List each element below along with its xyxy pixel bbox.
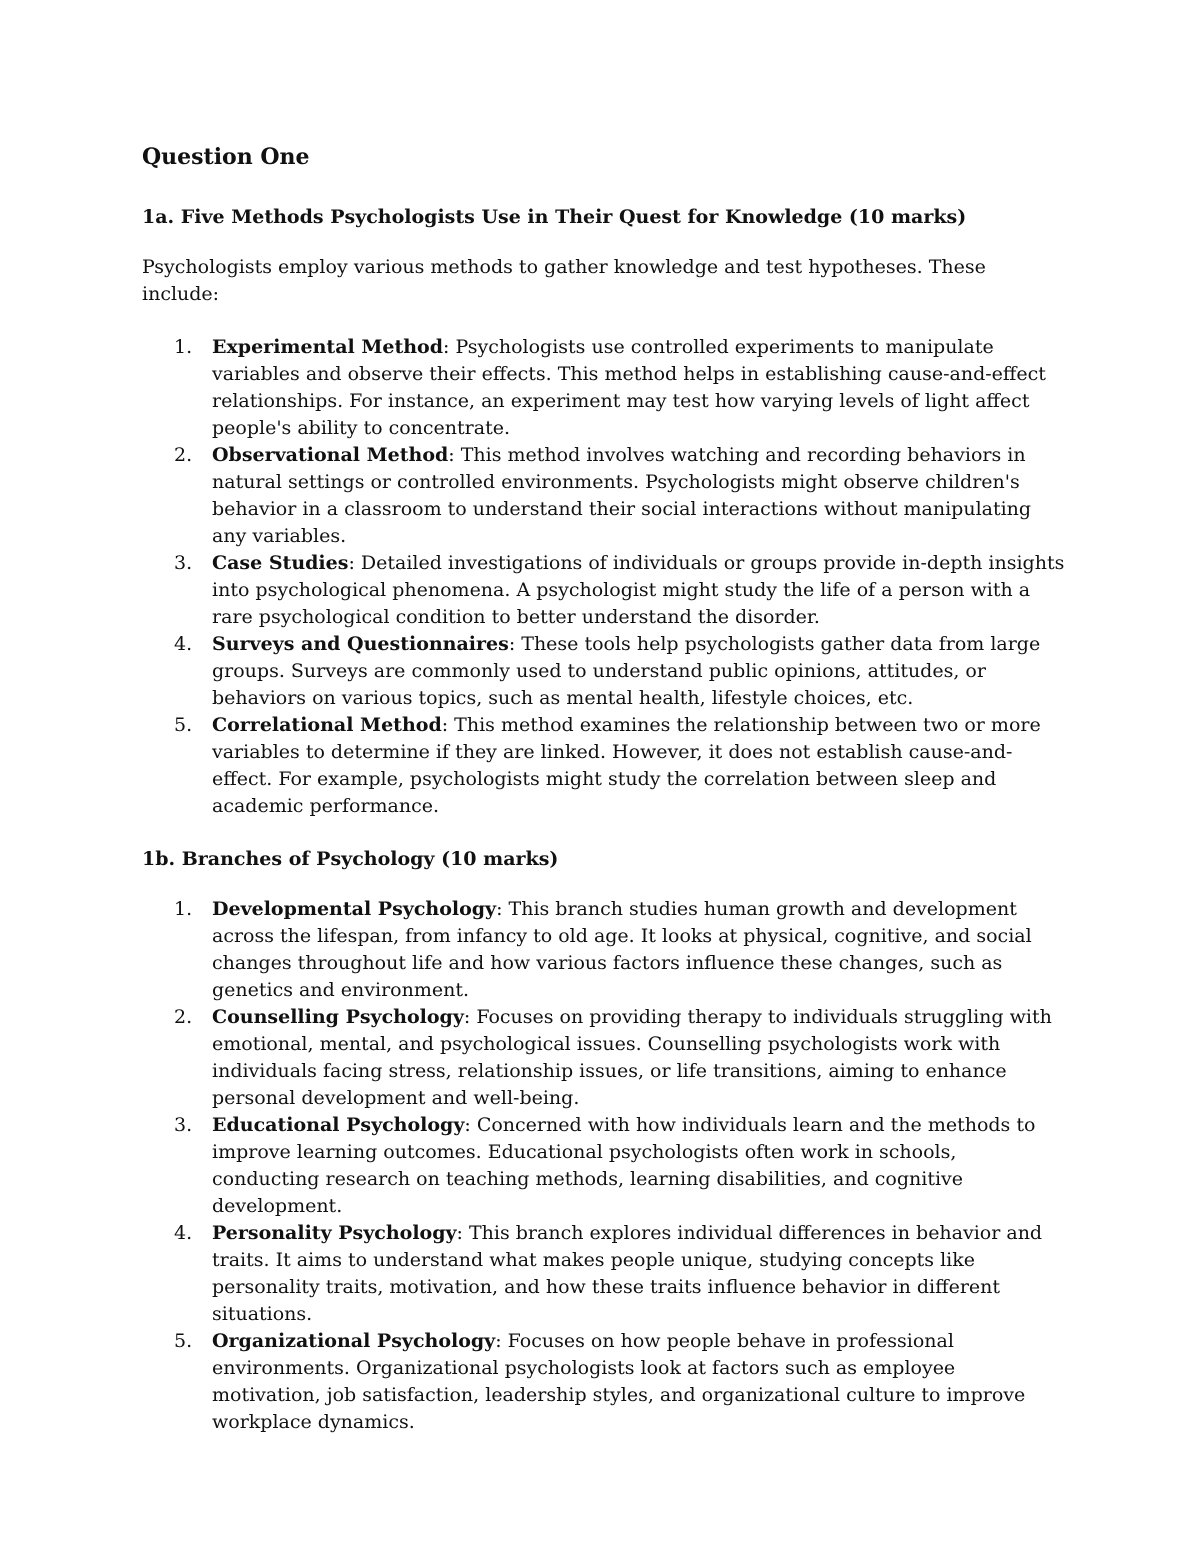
list-item [142, 896, 1067, 1004]
methods-list [142, 334, 1067, 820]
list-item [142, 550, 1067, 631]
branches-list [142, 896, 1067, 1436]
document-page [142, 140, 1067, 1460]
list-item [142, 631, 1067, 712]
item-number: 1. [174, 898, 193, 920]
item-number: 4. [174, 633, 193, 655]
item-number: 3. [174, 552, 193, 574]
item-text: : This branch studies human growth and development across the lifespan, from infancy to old age. It looks at physical, cognitive, and social changes throughout life and how various factors influence these changes, such as genetics and environment. [212, 898, 1032, 1001]
list-item [142, 1112, 1067, 1220]
item-text: : These tools help psychologists gather data from large groups. Surveys are commonly used to understand public opinions, attitudes, or behaviors on various topics, such as mental health, lifestyle choices, etc. [212, 633, 1041, 709]
list-item [142, 442, 1067, 550]
item-term: Counselling Psychology [212, 1006, 464, 1028]
list-item [142, 334, 1067, 442]
item-term: Experimental Method [212, 336, 444, 358]
item-number: 2. [174, 1006, 193, 1028]
item-term: Observational Method [212, 444, 449, 466]
item-number: 5. [174, 714, 193, 736]
section-a-intro: Psychologists employ various methods to gather knowledge and test hypotheses. These include: [142, 256, 986, 305]
item-number: 3. [174, 1114, 193, 1136]
item-term: Organizational Psychology [212, 1330, 496, 1352]
item-text: : Focuses on how people behave in professional environments. Organizational psychologists look at factors such as employee motivation, job satisfaction, leadership styles, and organizational culture to improve workplace dynamics. [212, 1330, 1026, 1433]
item-number: 1. [174, 336, 193, 358]
item-term: Personality Psychology [212, 1222, 457, 1244]
list-item [142, 1220, 1067, 1328]
item-term: Case Studies [212, 552, 349, 574]
list-item [142, 712, 1067, 820]
item-text: : This branch explores individual differences in behavior and traits. It aims to understand what makes people unique, studying concepts like personality traits, motivation, and how these traits influence behavior in different situations. [212, 1222, 1043, 1325]
item-text: : Focuses on providing therapy to individuals struggling with emotional, mental, and psychological issues. Counselling psychologists work with individuals facing stress, relationship issues, or life transitions, aiming to enhance personal development and well-being. [212, 1006, 1052, 1109]
item-text: : Psychologists use controlled experiments to manipulate variables and observe their effects. This method helps in establishing cause-and-effect relationships. For instance, an experiment may test how varying levels of light affect people's ability to concentrate. [212, 336, 1046, 439]
item-term: Surveys and Questionnaires [212, 633, 509, 655]
list-item [142, 1004, 1067, 1112]
item-text: : Concerned with how individuals learn and the methods to improve learning outcomes. Educational psychologists often work in schools, conducting research on teaching methods, learning disabilities, and cognitive development. [212, 1114, 1036, 1217]
item-number: 4. [174, 1222, 193, 1244]
item-term: Educational Psychology [212, 1114, 465, 1136]
section-b-heading: 1b. Branches of Psychology (10 marks) [142, 848, 559, 870]
item-text: : This method examines the relationship between two or more variables to determine if they are linked. However, it does not establish cause-and-effect. For example, psychologists might study the correlation between sleep and academic performance. [212, 714, 1041, 817]
item-number: 5. [174, 1330, 193, 1352]
list-item [142, 1328, 1067, 1436]
item-term: Developmental Psychology [212, 898, 497, 920]
item-term: Correlational Method [212, 714, 442, 736]
page-title: Question One [142, 144, 310, 170]
section-a-heading: 1a. Five Methods Psychologists Use in Their Quest for Knowledge (10 marks) [142, 206, 967, 228]
item-text: : This method involves watching and recording behaviors in natural settings or controlled environments. Psychologists might observe children's behavior in a classroom to understand their social interactions without manipulating any variables. [212, 444, 1032, 547]
item-number: 2. [174, 444, 193, 466]
item-text: : Detailed investigations of individuals or groups provide in-depth insights into psychological phenomena. A psychologist might study the life of a person with a rare psychological condition to better understand the disorder. [212, 552, 1065, 628]
